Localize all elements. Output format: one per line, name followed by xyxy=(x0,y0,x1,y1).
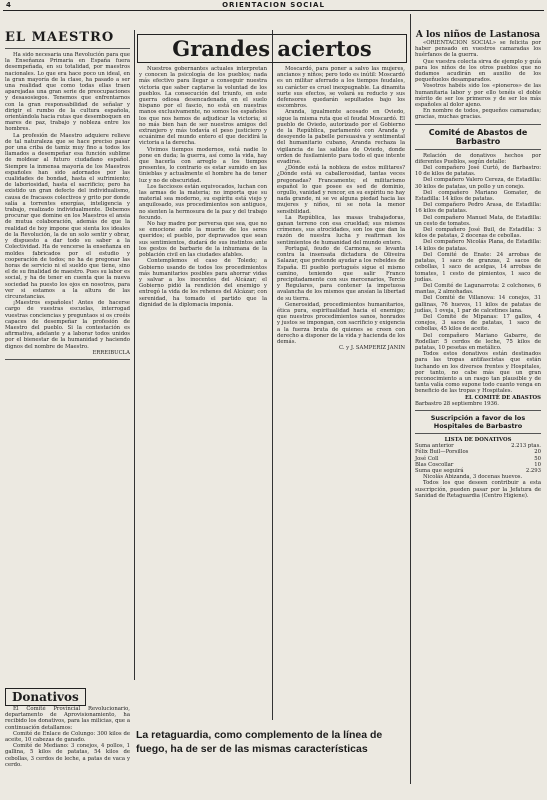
column-divider xyxy=(410,14,411,784)
paragraph: Comité de Mediano: 3 conejos, 4 pollos, 1 gallina, 5 kilos de patatas, 54 kilos de cebollas, 3 cerdos de leche, a patas de vaca y cerdo. xyxy=(5,743,130,768)
paragraph: Del compañero Pedro Arasa, de Estadilla: 16 kilos de patatas. xyxy=(415,202,541,215)
paragraph: Comité de Enlace de Colungo: 300 kilos de aceite, 10 cabezas de ganado. xyxy=(5,730,130,744)
divider xyxy=(415,433,541,434)
paragraph: Del compañero Nicolás Plana, de Estadilla: 14 kilos de patatas. xyxy=(415,239,541,252)
paragraph: Nicolás Abizanda, 3 docenas huevos. xyxy=(423,474,523,481)
signature: ERREIBUCLA xyxy=(92,349,130,356)
paragraph: La profesión de Maestro adquiere relieve de tal naturaleza que se hace preciso pasar por una criba de tamiz muy fino a todos los llamados a desempeñar esa función sublime de moldear al futuro ciudadano español. Siempre la inmensa mayoría de los Maestros españoles han sido adornados por las cualidades de bondad, hasta el sufrimiento; de laboriosidad, hasta el sacrificio; pero ha existido un gran defecto del individualismo, causa de fracasos colectivos y grito por donde salía a torrentes energías, inteligencia y trabajo, realizado individualmente. Debemos procurar que domine en los Maestros el ansia de mutua colaboración, además de que la realidad de hoy impone que sienta los ideales de la Revolución, la de un solo sentir y obrar, y dispuesto a dar todo su saber a la Colectividad. Ha de vencerse la enseñanza en moldes fabricados por el estudio y cooperación de todos; no ha de pregonar las horas de servicio ni el sueldo que tiene, sino el de su finalidad de maestro. Pues su labor es social, y ha de tener en cuenta que la nueva sociedad ha puesto los ojos en nosotros, para ver si estamos a la altura de las circunstancias. xyxy=(5,132,130,300)
paragraph: Vosotros habéis sido los «pioneros» de las humanitaria labor y por ello tenéis el doble mérito de ser los primeros y de ser los más españoles al dolor ajeno. xyxy=(415,83,541,109)
article-donativos xyxy=(5,688,130,768)
paragraph: Nuestros gobernantes actuales interpretan y conocen la psicología de los pueblos; nada más efectivo para llegar a conseguir nuestra victoria que saber captarse la voluntad de los pueblos. La consecución del triunfo, en este guerra odiosa desencadenada en el suelo hispano por el fascio, no está en nuestras manos exclusivamente, no somos los españoles los que nos hemos de adjudicar la victoria; si no más bien han de ser nuestros amigos del extranjero y más todavía el peso justiciero y ecuánime del mundo entero el que decidirá la victoria a la derecha. xyxy=(139,66,267,147)
divider xyxy=(5,48,130,49)
paragraph: Del Comité de Mipanas: 17 gallos, 4 conejos, 3 sacos de patatas, 1 saco de cebollas, 45 kilos de aceite. xyxy=(415,313,541,333)
paragraph: Aranda, igualmente acosado en Oviedo, sigue la misma ruta que el feudal Moscardó. El pueblo de Oviedo, autorizado por el Gobierno de la República, parlamentó con Aranda y desoyendo la pabelle persuasiva y sentimental del humanitario cubano, Aranda rechaza la vigilancia de las salidas de Oviedo, donde orden de fusilamiento para todo el que intente evadirse. xyxy=(277,109,405,166)
signature: C. y J. SAMPERIZ JANIN xyxy=(338,345,405,352)
paragraph: Generosidad, procedimientos humanitarios, ética pura, espiritualidad hacia el enemigo; que nuestros procedimientos sanos, honrados y justos se impongan, con sacrificio y exigencia a la fuerza bruta de quienes se creen con derecho a disponer de la vida y hacienda de los demás. xyxy=(277,301,405,345)
page-number: 4 xyxy=(6,1,11,9)
paragraph: Del compañero Valero Cereza, de Estadilla: 30 kilos de patatas, un pollo y un conejo. xyxy=(415,177,541,190)
paragraph: Todos estos donativos están destinados para las tropas antifascistas que están luchando en los diversos frentes y Hospitales, por tanto, no cabe más que un gran reconocimiento a un rasgo tan plausible y de tanta valía como supone todo cuanto venga en beneficio de las tropas y Hospitales. xyxy=(415,351,541,395)
paragraph: Moscardó, para poner a salvo las mujeres, ancianos y niños; pero todo es inútil: Moscardó es un militar aferrado a los tiempos feudales, su carácter es cruel inexpugnable. La dinamita surte sus efectos, se volará su reducto y sus defensores quedarán sepultados bajo los escombros. xyxy=(277,66,405,110)
divider xyxy=(415,410,541,411)
paragraph: Vivimos tiempos modernos, está nadie lo pone en duda; la guerra, así como la vida, hay que hacerla con arreglo a los tiempos presentes, lo contrario es estar sumido en las tinieblas y actualmente el hombre ha de tener luz y no de obscuridad. xyxy=(139,146,267,184)
paragraph: En nombre de todos, pequeños camaradas; gracias, muchas gracias. xyxy=(415,108,541,121)
paragraph: Del compañero José Buil, de Estadilla: 3 kilos de patatas, 2 docenas de cebollas. xyxy=(415,227,541,240)
list-item: José Coll 50 xyxy=(415,455,541,462)
paragraph: Que vuestra colecta sirva de ejemplo y guía para los niños de los otros pueblos que no dudamos acudirán en auxilio de los pequeñuelos desamparados. xyxy=(415,58,541,84)
divider xyxy=(415,124,541,125)
signature: EL COMITÉ DE ABASTOS xyxy=(465,394,541,401)
list-item: Suma anterior 2.213 ptas. xyxy=(415,443,541,450)
article-title: Grandes aciertos xyxy=(172,36,372,61)
article-grandes-aciertos-cont xyxy=(277,66,405,351)
paragraph: Todos los que deseen contribuir a esta suscripción, pueden pasar por la Jefatura de Sanidad de Retaguardia (Centro Higiene). xyxy=(415,480,541,499)
column-divider xyxy=(272,30,273,720)
list-item: Blas Coscollar 10 xyxy=(415,461,541,468)
list-total: Suma que seguirá 2.293 xyxy=(415,467,541,474)
masthead: ORIENTACION SOCIAL xyxy=(222,1,325,9)
paragraph: No hay madre por perversa que sea, que no se emocione ante la muerte de los seres queridos; el pueblo, por depravados que sean sus sentimientos, dudará de sus instintos ante los gestos de barbarie de la inhumana de la población civil en las ciudades afables. xyxy=(139,221,267,259)
paragraph: El Comité Provincial Revolucionario, departamento de Aprovisionamiento, ha recibido los donativos, para las milicias, que a continuación detallamos: xyxy=(5,706,130,731)
top-rule xyxy=(3,10,544,11)
divider xyxy=(5,359,130,360)
paragraph: Del compañero Mariano Gomater, de Estadilla: 14 kilos de patatas. xyxy=(415,189,541,203)
divider xyxy=(415,149,541,150)
paragraph: Del Comité de Lagunarrota: 2 colchones, 6 mantas, 2 almohadas. xyxy=(415,282,541,296)
article-title: EL MAESTRO xyxy=(5,30,115,45)
paragraph: Del Comité de Enate: 24 arrobas de patatas, 1 saco de granzas, 2 sacos de cebollas, 1 saco de acelgas, 14 arrobas de tomates, 1 cesto de pimientos, 1 saco de judías. xyxy=(415,251,541,283)
paragraph: ¡Maestros españoles! Antes de hacerse cargo de vuestras escuelas, interrogad vuestras conciencias y preguntaos si os creéis capaces de desempeñar la profesión de Maestro del pueblo. Si la contestación es afirmativa, adelante y a laborar todos unidos por el bienestar de la humanidad y haciendo dignos del nombre de Maestro. xyxy=(5,300,130,350)
section-title: Suscripción a favor de los Hospitales de Barbastro xyxy=(430,413,526,430)
paragraph: La República, las masas trabajadoras, ganan terreno con esa crueldad; sus mismos crímenes, sus atrocidades, son los que dan la razón de nuestra lucha y reafirman los sentimientos de humanidad del mundo entero. xyxy=(277,214,405,246)
bottom-headline: La retaguardia, como complemento de la línea de fuego, ha de ser de las mismas características xyxy=(136,729,383,755)
column-divider xyxy=(134,30,135,680)
list-item: Félix Buil—Porsillos 20 xyxy=(415,449,541,456)
date: Barbastro 28 septiembre 1936. xyxy=(415,400,499,407)
paragraph: ¿Dónde está la nobleza de estos militares? ¿Dónde está su caballerosidad, tantas veces pregonadas? Francamente; el militarismo español lo que posee es sed de dominio, orgullo, vanidad y rencor, en su espíritu no hay nada grande, ni se ve alguna piedad hacia las mujeres y niños, ni se nota la menor sensibilidad. xyxy=(277,165,405,215)
paragraph: Portugal, feudo de Carmona, se levanta contra la insensata dictadura de Oliveira Salazar, que pretende ayudar a los rebeldes de España. El pueblo portugués sigue el mismo camino, teniendo que salir Franco precipitadamente con sus mercenarios, Tercio y Regulares, para contener la impetuosa avalancha de los mismos que ansían la libertad de su tierra. xyxy=(277,245,405,302)
headline-box xyxy=(137,34,407,63)
article-el-maestro xyxy=(5,30,130,363)
paragraph: Ha sido necesaria una Revolución para que la Enseñanza Primaria en España fuera desempeñada, en su totalidad, por maestros nacionales. Lo que era hace poco un ideal, en la gran mayoría de la clase, ha pasado a ser una realidad que como todas ellas traen aparejadas una gran serie de preocupaciones y desasosiegos. Tenemos que enfrentarnos con la gran responsabilidad de señalar y dirigir el rumbo de la cultura española, orientándola hacia rutas que desemboquen en mares de paz, trabajo y nobleza entre los hombres. xyxy=(5,52,130,133)
paragraph: Del compañero Mariano Gabarre, de Rodellar: 5 cerdos de leche, 75 kilos de patatas, 10 pesetas en metálico. xyxy=(415,332,541,351)
paragraph: Del compañero José Curtó, de Barbastro: 10 de kilos de patatas. xyxy=(415,165,541,178)
paragraph: Los facciosos están equivocados, luchan con las armas de la materia; no importa que su material sea moderno, su espíritu está viejo y anquilosado, sus procedimientos son antiguos, no sienten la hermosura de la paz y del trabajo fecundo. xyxy=(139,183,267,221)
article-grandes-aciertos xyxy=(139,66,267,308)
paragraph: Del compañero Manuel Mata, de Estadilla: un cesto de tomates. xyxy=(415,214,541,227)
paragraph: Contemplemos el caso de Toledo; a Gobierno usando de todos los procedimientos más humanitarios posibles para ahorrar vidas y salvar a los inocentes del Alcázar; el Gobierno pidió la rendición del enemigo y entregó la vida de los rehenes del Alcázar; con serenidad, ha tomado el partido que la dignidad de la diplomacia imponía. xyxy=(139,258,267,308)
paragraph: Del Comité de Villanova: 14 conejos, 31 gallinas, 76 huevos, 11 kilos de patatas de judías, 1 oveja, 1 par de calcetines lana. xyxy=(415,295,541,314)
article-title: Donativos xyxy=(5,688,86,706)
list-title: LISTA DE DONATIVOS xyxy=(444,436,512,443)
paragraph: Relación de donativos hechos por diferentes Pueblos, según detalle: xyxy=(415,152,541,165)
article-title: A los niños de Lastanosa xyxy=(415,30,541,40)
column-right xyxy=(415,30,541,499)
section-title: Comité de Abastos de Barbastro xyxy=(428,127,528,146)
paragraph: «ORIENTACION SOCIAL» se felicita por haber pensado en vuestros camaradas los huérfanos de la guerra. xyxy=(415,40,541,59)
